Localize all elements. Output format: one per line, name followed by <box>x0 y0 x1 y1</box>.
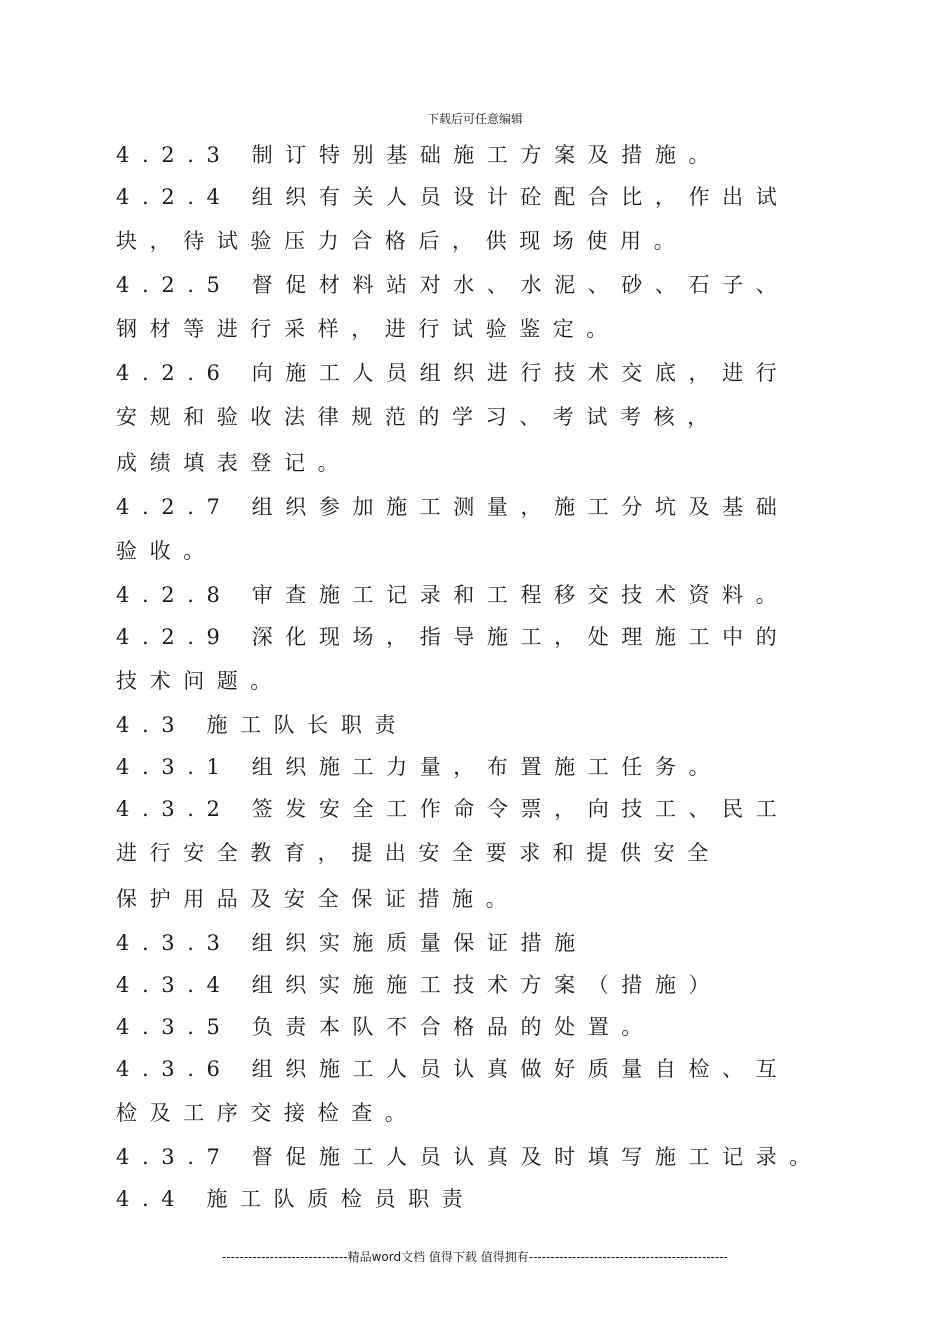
text-line: 4.2.3 制订特别基础施工方案及措施。 <box>116 143 723 167</box>
text-line: 验收。 <box>116 539 217 563</box>
text-line: 技术问题。 <box>116 669 284 693</box>
text-line: 安规和验收法律规范的学习、考试考核， <box>116 405 721 429</box>
text-line: 4.3.5 负责本队不合格品的处置。 <box>116 1015 655 1039</box>
text-line: 成绩填表登记。 <box>116 451 352 475</box>
page-footer: -----------------------------精品word文档 值得下载 值得拥有---------------------------------------------- <box>222 1250 728 1264</box>
text-line: 检及工序交接检查。 <box>116 1101 419 1125</box>
page-header: 下载后可任意编辑 <box>426 112 523 126</box>
text-line: 4.3.6 组织施工人员认真做好质量自检、互 <box>116 1057 790 1081</box>
text-line: 4.2.8 审查施工记录和工程移交技术资料。 <box>116 583 790 607</box>
document-body <box>116 134 840 1220</box>
text-line: 4.3.2 签发安全工作命令票，向技工、民工 <box>116 797 790 821</box>
text-line: 4.2.9 深化现场，指导施工，处理施工中的 <box>116 625 790 649</box>
text-line: 钢材等进行采样，进行试验鉴定。 <box>116 317 620 341</box>
text-line: 4.3.4 组织实施施工技术方案（措施） <box>116 973 723 997</box>
text-line: 4.3.7 督促施工人员认真及时填写施工记录。 <box>116 1145 823 1169</box>
section-heading: 4.4 施工队质检员职责 <box>116 1187 476 1211</box>
text-line: 保护用品及安全保证措施。 <box>116 887 520 911</box>
text-line: 4.2.4 组织有关人员设计砼配合比，作出试 <box>116 185 790 209</box>
text-line: 4.2.7 组织参加施工测量，施工分坑及基础 <box>116 495 790 519</box>
text-line: 块，待试验压力合格后，供现场使用。 <box>116 229 688 253</box>
section-heading: 4.3 施工队长职责 <box>116 713 409 737</box>
text-line: 4.3.3 组织实施质量保证措施 <box>116 931 588 955</box>
text-line: 进行安全教育，提出安全要求和提供安全 <box>116 841 721 865</box>
text-line: 4.2.6 向施工人员组织进行技术交底，进行 <box>116 361 790 385</box>
text-line: 4.2.5 督促材料站对水、水泥、砂、石子、 <box>116 273 790 297</box>
text-line: 4.3.1 组织施工力量，布置施工任务。 <box>116 755 723 779</box>
